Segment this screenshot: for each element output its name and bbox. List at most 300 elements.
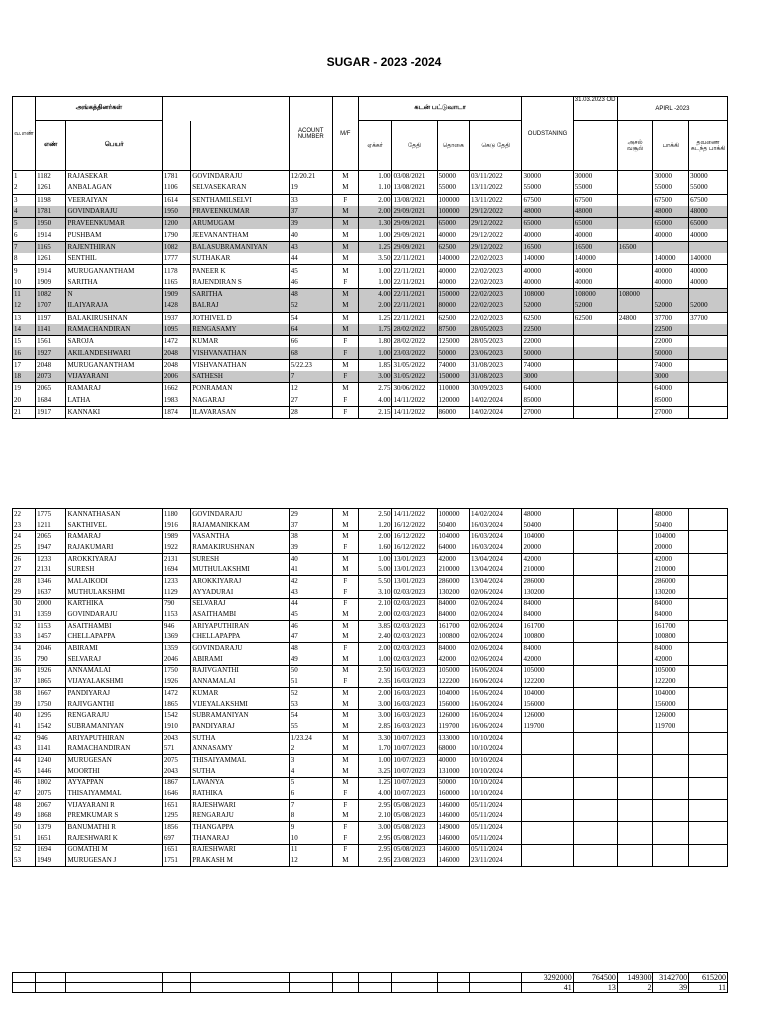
- cell-account-number: 19: [289, 182, 332, 194]
- cell-gender: F: [332, 371, 358, 383]
- cell-member-name: RAMARAJ: [66, 531, 162, 542]
- cell-guarantor-no: 1950: [162, 206, 190, 218]
- cell-guarantor-no: 2131: [162, 553, 190, 564]
- cell-od-amount: [573, 347, 617, 359]
- cell-guarantor-name: ASAITHAMBI: [191, 609, 290, 620]
- cell-acre: 2.00: [358, 300, 392, 312]
- cell-balance: [653, 811, 689, 822]
- cell-member-no: 1295: [36, 710, 66, 721]
- cell-account-number: 54: [289, 312, 332, 324]
- cell-serial-no: 39: [13, 699, 36, 710]
- table-row: [13, 643, 728, 654]
- total-od: 764500: [573, 973, 617, 983]
- cell-outstanding: 22000: [522, 336, 573, 348]
- cell-guarantor-no: 2048: [162, 347, 190, 359]
- cell-serial-no: 15: [13, 336, 36, 348]
- cell-member-name: SURESH: [66, 564, 162, 575]
- cell-member-name: MOORTHI: [66, 766, 162, 777]
- cell-loan-date: 31/05/2022: [392, 359, 437, 371]
- header-member-no: எண்: [36, 121, 66, 171]
- cell-due-date: 05/11/2024: [470, 811, 522, 822]
- cell-member-name: VIJAYALAKSHMI: [66, 676, 162, 687]
- cell-serial-no: 52: [13, 844, 36, 855]
- cell-member-name: AROKKIYARAJ: [66, 553, 162, 564]
- table-row: [13, 688, 728, 699]
- cell-collection: [617, 324, 653, 336]
- cell-member-no: 1379: [36, 822, 66, 833]
- cell-member-name: SUBRAMANIYAN: [66, 721, 162, 732]
- cell-guarantor-no: 1472: [162, 688, 190, 699]
- cell-collection: [617, 855, 653, 866]
- cell-overdue-balance: 52000: [689, 300, 728, 312]
- cell-outstanding: 140000: [522, 253, 573, 265]
- cell-od-amount: [573, 710, 617, 721]
- cell-collection: [617, 395, 653, 407]
- cell-member-no: 1868: [36, 811, 66, 822]
- cell-guarantor-no: 1359: [162, 643, 190, 654]
- cell-gender: M: [332, 253, 358, 265]
- cell-balance: 64000: [653, 383, 689, 395]
- cell-guarantor-name: PRAVEENKUMAR: [191, 206, 290, 218]
- cell-loan-date: 05/08/2023: [392, 822, 437, 833]
- table-row: [13, 218, 728, 230]
- cell-member-name: AYYAPPAN: [66, 777, 162, 788]
- cell-loan-date: 02/03/2023: [392, 609, 437, 620]
- cell-balance: 122200: [653, 676, 689, 687]
- cell-due-date: 05/11/2024: [470, 822, 522, 833]
- cell-balance: [653, 777, 689, 788]
- cell-serial-no: 29: [13, 587, 36, 598]
- cell-outstanding: 50400: [522, 520, 573, 531]
- cell-member-name: PREMKUMAR S: [66, 811, 162, 822]
- cell-balance: 105000: [653, 665, 689, 676]
- cell-due-date: 05/11/2024: [470, 799, 522, 810]
- cell-gender: M: [332, 564, 358, 575]
- cell-guarantor-no: 1865: [162, 699, 190, 710]
- cell-gender: F: [332, 576, 358, 587]
- cell-due-date: 16/06/2024: [470, 688, 522, 699]
- table-row: [13, 788, 728, 799]
- cell-member-name: SELVARAJ: [66, 654, 162, 665]
- cell-guarantor-no: 1989: [162, 531, 190, 542]
- cell-collection: [617, 229, 653, 241]
- cell-outstanding: 100800: [522, 632, 573, 643]
- cell-guarantor-name: RATHIKA: [191, 788, 290, 799]
- cell-balance: [653, 788, 689, 799]
- cell-member-no: 1233: [36, 553, 66, 564]
- cell-gender: F: [332, 799, 358, 810]
- cell-od-amount: [573, 587, 617, 598]
- cell-account-number: 5/22.23: [289, 359, 332, 371]
- cell-collection: 16500: [617, 241, 653, 253]
- cell-guarantor-name: SELVASEKARAN: [191, 182, 290, 194]
- cell-overdue-balance: [689, 755, 728, 766]
- cell-gender: F: [332, 788, 358, 799]
- cell-acre: 2.40: [358, 632, 392, 643]
- cell-due-date: 16/03/2024: [470, 542, 522, 553]
- cell-overdue-balance: 40000: [689, 265, 728, 277]
- cell-guarantor-name: PONRAMAN: [191, 383, 290, 395]
- table-row: [13, 587, 728, 598]
- cell-od-amount: 16500: [573, 241, 617, 253]
- cell-balance: 85000: [653, 395, 689, 407]
- cell-account-number: 3: [289, 755, 332, 766]
- cell-gender: F: [332, 844, 358, 855]
- cell-guarantor-no: 1983: [162, 395, 190, 407]
- cell-due-date: 13/11/2022: [470, 182, 522, 194]
- cell-guarantor-name: SELVARAJ: [191, 598, 290, 609]
- cell-due-date: 13/04/2024: [470, 564, 522, 575]
- cell-due-date: 23/11/2024: [470, 855, 522, 866]
- cell-member-name: RAMACHANDIRAN: [66, 743, 162, 754]
- cell-loan-date: 05/08/2023: [392, 833, 437, 844]
- cell-due-date: 22/02/2023: [470, 253, 522, 265]
- total-balance: 3142700: [653, 973, 689, 983]
- cell-acre: 1.00: [358, 553, 392, 564]
- cell-member-no: 1914: [36, 229, 66, 241]
- cell-member-name: ABIRAMI: [66, 643, 162, 654]
- cell-overdue-balance: [689, 383, 728, 395]
- cell-acre: 1.20: [358, 520, 392, 531]
- cell-due-date: 10/10/2024: [470, 788, 522, 799]
- table-row: [13, 229, 728, 241]
- header-account-number: ACOUNT NUMBER: [289, 97, 332, 171]
- cell-outstanding: [522, 822, 573, 833]
- cell-gender: M: [332, 855, 358, 866]
- cell-gender: M: [332, 755, 358, 766]
- cell-due-date: 16/06/2024: [470, 699, 522, 710]
- cell-account-number: 43: [289, 587, 332, 598]
- cell-od-amount: [573, 811, 617, 822]
- cell-balance: 20000: [653, 542, 689, 553]
- cell-collection: [617, 699, 653, 710]
- cell-od-amount: 62500: [573, 312, 617, 324]
- table-row: [13, 799, 728, 810]
- cell-loan-date: 10/07/2023: [392, 743, 437, 754]
- cell-acre: 2.95: [358, 833, 392, 844]
- cell-balance: 42000: [653, 553, 689, 564]
- cell-gender: M: [332, 300, 358, 312]
- cell-acre: 1.25: [358, 777, 392, 788]
- cell-gender: M: [332, 743, 358, 754]
- cell-loan-date: 16/03/2023: [392, 665, 437, 676]
- cell-overdue-balance: [689, 665, 728, 676]
- cell-loan-date: 16/03/2023: [392, 710, 437, 721]
- cell-od-amount: [573, 665, 617, 676]
- cell-guarantor-no: 1751: [162, 855, 190, 866]
- cell-due-date: 16/06/2024: [470, 665, 522, 676]
- cell-guarantor-no: 1694: [162, 564, 190, 575]
- cell-collection: [617, 383, 653, 395]
- cell-guarantor-name: VASANTHA: [191, 531, 290, 542]
- cell-member-no: 1542: [36, 721, 66, 732]
- cell-guarantor-name: SUTHAKAR: [191, 253, 290, 265]
- count-collection: 2: [617, 983, 653, 993]
- cell-member-name: MALAIKODI: [66, 576, 162, 587]
- cell-loan-date: 02/03/2023: [392, 654, 437, 665]
- table-row: [13, 520, 728, 531]
- cell-overdue-balance: [689, 643, 728, 654]
- cell-outstanding: 161700: [522, 620, 573, 631]
- cell-member-name: BANUMATHI R: [66, 822, 162, 833]
- cell-acre: 2.10: [358, 598, 392, 609]
- cell-acre: 2.75: [358, 383, 392, 395]
- cell-gender: F: [332, 406, 358, 418]
- cell-od-amount: [573, 799, 617, 810]
- cell-overdue-balance: [689, 732, 728, 743]
- cell-serial-no: 53: [13, 855, 36, 866]
- cell-loan-amount: 120000: [437, 395, 470, 407]
- cell-loan-amount: 68000: [437, 743, 470, 754]
- cell-member-name: VIJAYARANI: [66, 371, 162, 383]
- cell-account-number: 6: [289, 788, 332, 799]
- cell-guarantor-name: GOVINDARAJU: [191, 509, 290, 520]
- cell-guarantor-no: 1180: [162, 509, 190, 520]
- cell-collection: [617, 542, 653, 553]
- cell-overdue-balance: [689, 576, 728, 587]
- cell-guarantor-name: GOVINDARAJU: [191, 171, 290, 183]
- cell-outstanding: 104000: [522, 688, 573, 699]
- total-overdue: 615200: [689, 973, 728, 983]
- cell-gender: M: [332, 241, 358, 253]
- cell-loan-amount: 50000: [437, 171, 470, 183]
- cell-gender: M: [332, 654, 358, 665]
- cell-due-date: 29/12/2022: [470, 229, 522, 241]
- cell-outstanding: 126000: [522, 710, 573, 721]
- count-balance: 39: [653, 983, 689, 993]
- cell-collection: [617, 576, 653, 587]
- cell-guarantor-no: 1651: [162, 799, 190, 810]
- table-row: [13, 732, 728, 743]
- cell-due-date: 03/11/2022: [470, 171, 522, 183]
- cell-loan-amount: 140000: [437, 253, 470, 265]
- cell-od-amount: [573, 844, 617, 855]
- cell-due-date: 10/10/2024: [470, 755, 522, 766]
- cell-guarantor-no: 2046: [162, 654, 190, 665]
- cell-balance: 84000: [653, 609, 689, 620]
- cell-balance: [653, 766, 689, 777]
- cell-loan-date: 10/07/2023: [392, 732, 437, 743]
- cell-acre: 1.25: [358, 312, 392, 324]
- table-row: [13, 371, 728, 383]
- cell-outstanding: 27000: [522, 406, 573, 418]
- cell-account-number: 52: [289, 300, 332, 312]
- cell-account-number: 41: [289, 564, 332, 575]
- cell-loan-date: 16/03/2023: [392, 676, 437, 687]
- cell-collection: [617, 598, 653, 609]
- cell-gender: F: [332, 542, 358, 553]
- loan-table-part1: [12, 170, 728, 419]
- cell-collection: [617, 665, 653, 676]
- cell-guarantor-no: 1082: [162, 241, 190, 253]
- table-row: [13, 855, 728, 866]
- cell-due-date: 02/06/2024: [470, 643, 522, 654]
- cell-collection: [617, 253, 653, 265]
- cell-outstanding: 30000: [522, 171, 573, 183]
- cell-guarantor-name: PANDIYARAJ: [191, 721, 290, 732]
- cell-acre: 3.30: [358, 732, 392, 743]
- cell-guarantor-name: THISAIYAMMAL: [191, 755, 290, 766]
- cell-guarantor-name: CHELLAPAPPA: [191, 632, 290, 643]
- cell-guarantor-name: VIJEYALAKSHMI: [191, 699, 290, 710]
- cell-acre: 2.95: [358, 844, 392, 855]
- table-row: [13, 654, 728, 665]
- cell-od-amount: [573, 383, 617, 395]
- cell-gender: M: [332, 520, 358, 531]
- cell-outstanding: 85000: [522, 395, 573, 407]
- cell-loan-date: 02/03/2023: [392, 587, 437, 598]
- cell-member-no: 1457: [36, 632, 66, 643]
- header-member-name: பெயர்: [66, 121, 162, 171]
- cell-member-name: ANNAMALAI: [66, 665, 162, 676]
- cell-od-amount: [573, 553, 617, 564]
- cell-serial-no: 27: [13, 564, 36, 575]
- cell-outstanding: [522, 755, 573, 766]
- cell-account-number: 44: [289, 253, 332, 265]
- cell-acre: 2.00: [358, 688, 392, 699]
- cell-guarantor-name: VISHVANATHAN: [191, 347, 290, 359]
- cell-member-no: 1165: [36, 241, 66, 253]
- cell-member-no: 2000: [36, 598, 66, 609]
- cell-balance: 104000: [653, 688, 689, 699]
- cell-collection: [617, 347, 653, 359]
- cell-collection: [617, 822, 653, 833]
- cell-loan-date: 05/08/2023: [392, 811, 437, 822]
- cell-loan-date: 29/09/2021: [392, 218, 437, 230]
- cell-overdue-balance: [689, 395, 728, 407]
- cell-balance: 30000: [653, 171, 689, 183]
- cell-outstanding: 84000: [522, 609, 573, 620]
- cell-loan-amount: 110000: [437, 383, 470, 395]
- cell-od-amount: [573, 395, 617, 407]
- cell-overdue-balance: 55000: [689, 182, 728, 194]
- cell-gender: M: [332, 324, 358, 336]
- cell-account-number: 37: [289, 520, 332, 531]
- header-outstanding: OUDSTANING: [522, 97, 573, 171]
- cell-acre: 1.00: [358, 265, 392, 277]
- cell-acre: 3.00: [358, 371, 392, 383]
- cell-acre: 2.00: [358, 206, 392, 218]
- table-row: [13, 300, 728, 312]
- cell-acre: 3.00: [358, 822, 392, 833]
- cell-collection: [617, 371, 653, 383]
- cell-guarantor-no: 1750: [162, 665, 190, 676]
- cell-od-amount: [573, 406, 617, 418]
- cell-balance: 119700: [653, 721, 689, 732]
- cell-member-no: 1947: [36, 542, 66, 553]
- cell-guarantor-no: 2048: [162, 359, 190, 371]
- cell-due-date: 14/02/2024: [470, 509, 522, 520]
- cell-collection: [617, 833, 653, 844]
- cell-acre: 1.00: [358, 277, 392, 289]
- cell-guarantor-name: SUBRAMANIYAN: [191, 710, 290, 721]
- cell-account-number: 39: [289, 542, 332, 553]
- cell-loan-date: 29/09/2021: [392, 229, 437, 241]
- cell-collection: [617, 359, 653, 371]
- cell-outstanding: 22500: [522, 324, 573, 336]
- cell-balance: [653, 755, 689, 766]
- cell-account-number: 29: [289, 509, 332, 520]
- cell-collection: [617, 336, 653, 348]
- cell-loan-amount: 50400: [437, 520, 470, 531]
- header-date: தேதி: [392, 121, 437, 171]
- cell-guarantor-name: RENGARAJU: [191, 811, 290, 822]
- cell-loan-amount: 149000: [437, 822, 470, 833]
- cell-gender: M: [332, 811, 358, 822]
- cell-member-no: 1950: [36, 218, 66, 230]
- cell-loan-date: 28/02/2022: [392, 324, 437, 336]
- cell-account-number: 64: [289, 324, 332, 336]
- cell-member-name: AKILANDESHWARI: [66, 347, 162, 359]
- cell-balance: 161700: [653, 620, 689, 631]
- cell-outstanding: 67500: [522, 194, 573, 206]
- header-principal-due: அசல் வசூல்: [617, 121, 653, 171]
- cell-loan-amount: 42000: [437, 654, 470, 665]
- cell-member-name: ILAIYARAJA: [66, 300, 162, 312]
- cell-account-number: 2: [289, 743, 332, 754]
- cell-loan-date: 02/03/2023: [392, 643, 437, 654]
- cell-account-number: 66: [289, 336, 332, 348]
- cell-serial-no: 21: [13, 406, 36, 418]
- cell-overdue-balance: 48000: [689, 206, 728, 218]
- cell-due-date: 22/02/2023: [470, 288, 522, 300]
- cell-outstanding: 42000: [522, 654, 573, 665]
- cell-guarantor-name: JOTHIVEL D: [191, 312, 290, 324]
- cell-outstanding: [522, 799, 573, 810]
- cell-balance: 50400: [653, 520, 689, 531]
- cell-account-number: 5: [289, 777, 332, 788]
- cell-collection: [617, 218, 653, 230]
- cell-member-no: 1141: [36, 324, 66, 336]
- cell-member-name: ANBALAGAN: [66, 182, 162, 194]
- cell-loan-amount: 104000: [437, 688, 470, 699]
- cell-overdue-balance: [689, 553, 728, 564]
- cell-outstanding: 130200: [522, 587, 573, 598]
- cell-overdue-balance: [689, 336, 728, 348]
- cell-overdue-balance: [689, 241, 728, 253]
- cell-account-number: 12/20.21: [289, 171, 332, 183]
- table-row: [13, 395, 728, 407]
- cell-serial-no: 43: [13, 743, 36, 754]
- cell-overdue-balance: [689, 609, 728, 620]
- cell-od-amount: 55000: [573, 182, 617, 194]
- cell-balance: 52000: [653, 300, 689, 312]
- cell-loan-date: 02/03/2023: [392, 620, 437, 631]
- cell-loan-date: 13/01/2023: [392, 564, 437, 575]
- cell-gender: M: [332, 383, 358, 395]
- cell-outstanding: 20000: [522, 542, 573, 553]
- cell-gender: M: [332, 509, 358, 520]
- table-row: [13, 710, 728, 721]
- cell-loan-date: 10/07/2023: [392, 777, 437, 788]
- cell-member-name: SAROJA: [66, 336, 162, 348]
- cell-loan-date: 13/08/2021: [392, 182, 437, 194]
- cell-account-number: 38: [289, 531, 332, 542]
- cell-guarantor-name: RAJAMANIKKAM: [191, 520, 290, 531]
- cell-member-no: 1197: [36, 312, 66, 324]
- cell-od-amount: [573, 371, 617, 383]
- cell-outstanding: 74000: [522, 359, 573, 371]
- header-april: APIRL -2023: [617, 97, 727, 121]
- cell-guarantor-name: RAJESHWARI: [191, 799, 290, 810]
- cell-guarantor-name: NAGARAJ: [191, 395, 290, 407]
- cell-od-amount: [573, 509, 617, 520]
- table-row: [13, 844, 728, 855]
- cell-loan-amount: 100000: [437, 206, 470, 218]
- cell-guarantor-name: ANNASAMY: [191, 743, 290, 754]
- cell-acre: 2.00: [358, 643, 392, 654]
- cell-serial-no: 26: [13, 553, 36, 564]
